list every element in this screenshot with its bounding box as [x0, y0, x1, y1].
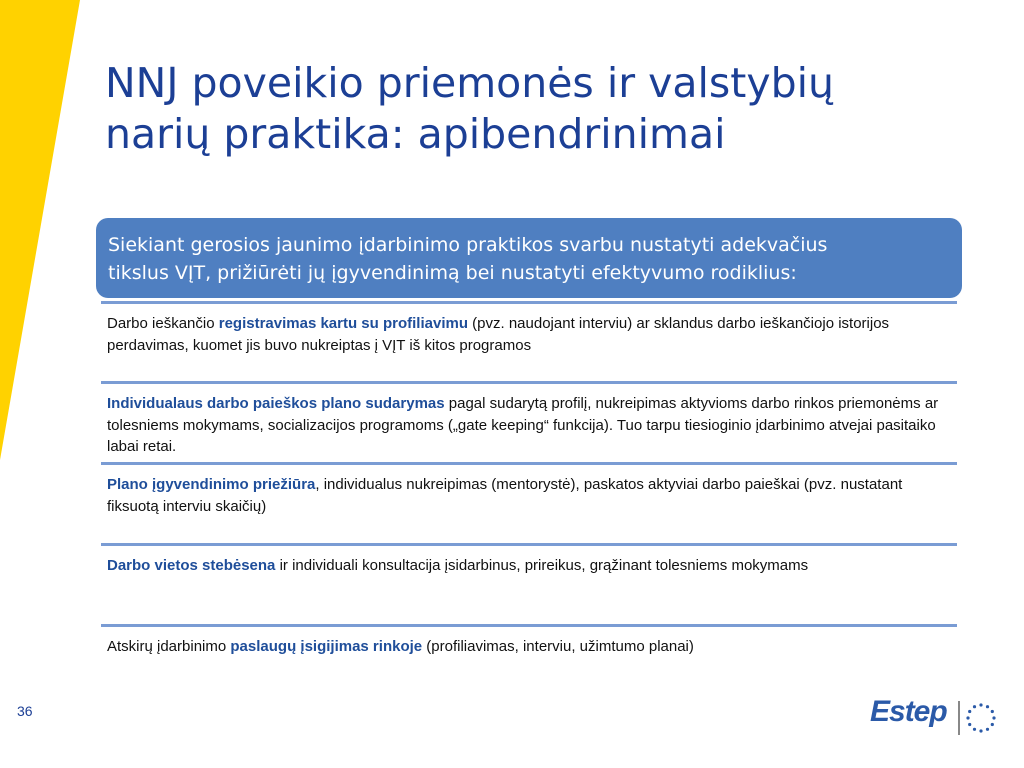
list-item [101, 381, 957, 458]
list-item [101, 301, 957, 356]
item-highlight: registravimas kartu su profiliavimu [218, 315, 468, 332]
intro-header-line2: tikslus VĮT, prižiūrėti jų įgyvendinimą bei nustatyti efektyvumo rodiklius: [108, 262, 797, 284]
intro-header-box [96, 218, 962, 298]
item-text-after: ir individuali konsultacija įsidarbinus, prireikus, grąžinant tolesniems mokymams [275, 557, 809, 574]
item-text-before: Atskirų įdarbinimo [107, 638, 231, 655]
yellow-stripe-decoration [0, 0, 80, 460]
logo-divider [958, 701, 960, 735]
list-item [101, 624, 957, 658]
list-item [101, 462, 957, 517]
page-number: 36 [17, 703, 33, 719]
slide-title [105, 58, 985, 160]
estep-logo-text: Estep [870, 695, 947, 728]
item-text-before: Darbo ieškančio [107, 315, 219, 332]
item-highlight: paslaugų įsigijimas rinkoje [230, 638, 423, 655]
slide-title-line2: narių praktika: apibendrinimai [105, 110, 726, 158]
slide-title-line1: NNJ poveikio priemonės ir valstybių [105, 59, 834, 107]
eu-stars-icon [964, 701, 998, 735]
intro-header-line1: Siekiant gerosios jaunimo įdarbinimo praktikos svarbu nustatyti adekvačius [108, 234, 828, 256]
estep-logo [870, 695, 1000, 739]
item-text-after: pagal sudarytą profilį, nukreipimas aktyvioms darbo rinkos priemonėms ar tolesniems mokymams, socializacijos programoms („gate keeping“ funkcija). Tuo tarpu tiesioginio įdarbinimo atvejai pasitaiko labai retai. [107, 395, 939, 455]
item-highlight: Plano įgyvendinimo priežiūra [107, 476, 316, 493]
item-text-after: , individualus nukreipimas (mentorystė), paskatos aktyviai darbo paieškai (pvz. nustatant fiksuotą interviu skaičių) [107, 476, 903, 515]
item-highlight: Darbo vietos stebėsena [107, 557, 276, 574]
item-text-after: (profiliavimas, interviu, užimtumo planai) [422, 638, 694, 655]
list-item [101, 543, 957, 577]
item-text-after: (pvz. naudojant interviu) ar sklandus darbo ieškančiojo istorijos perdavimas, kuomet jis buvo nukreiptas į VĮT iš kitos programos [107, 315, 890, 354]
item-highlight: Individualaus darbo paieškos plano sudarymas [107, 395, 445, 412]
